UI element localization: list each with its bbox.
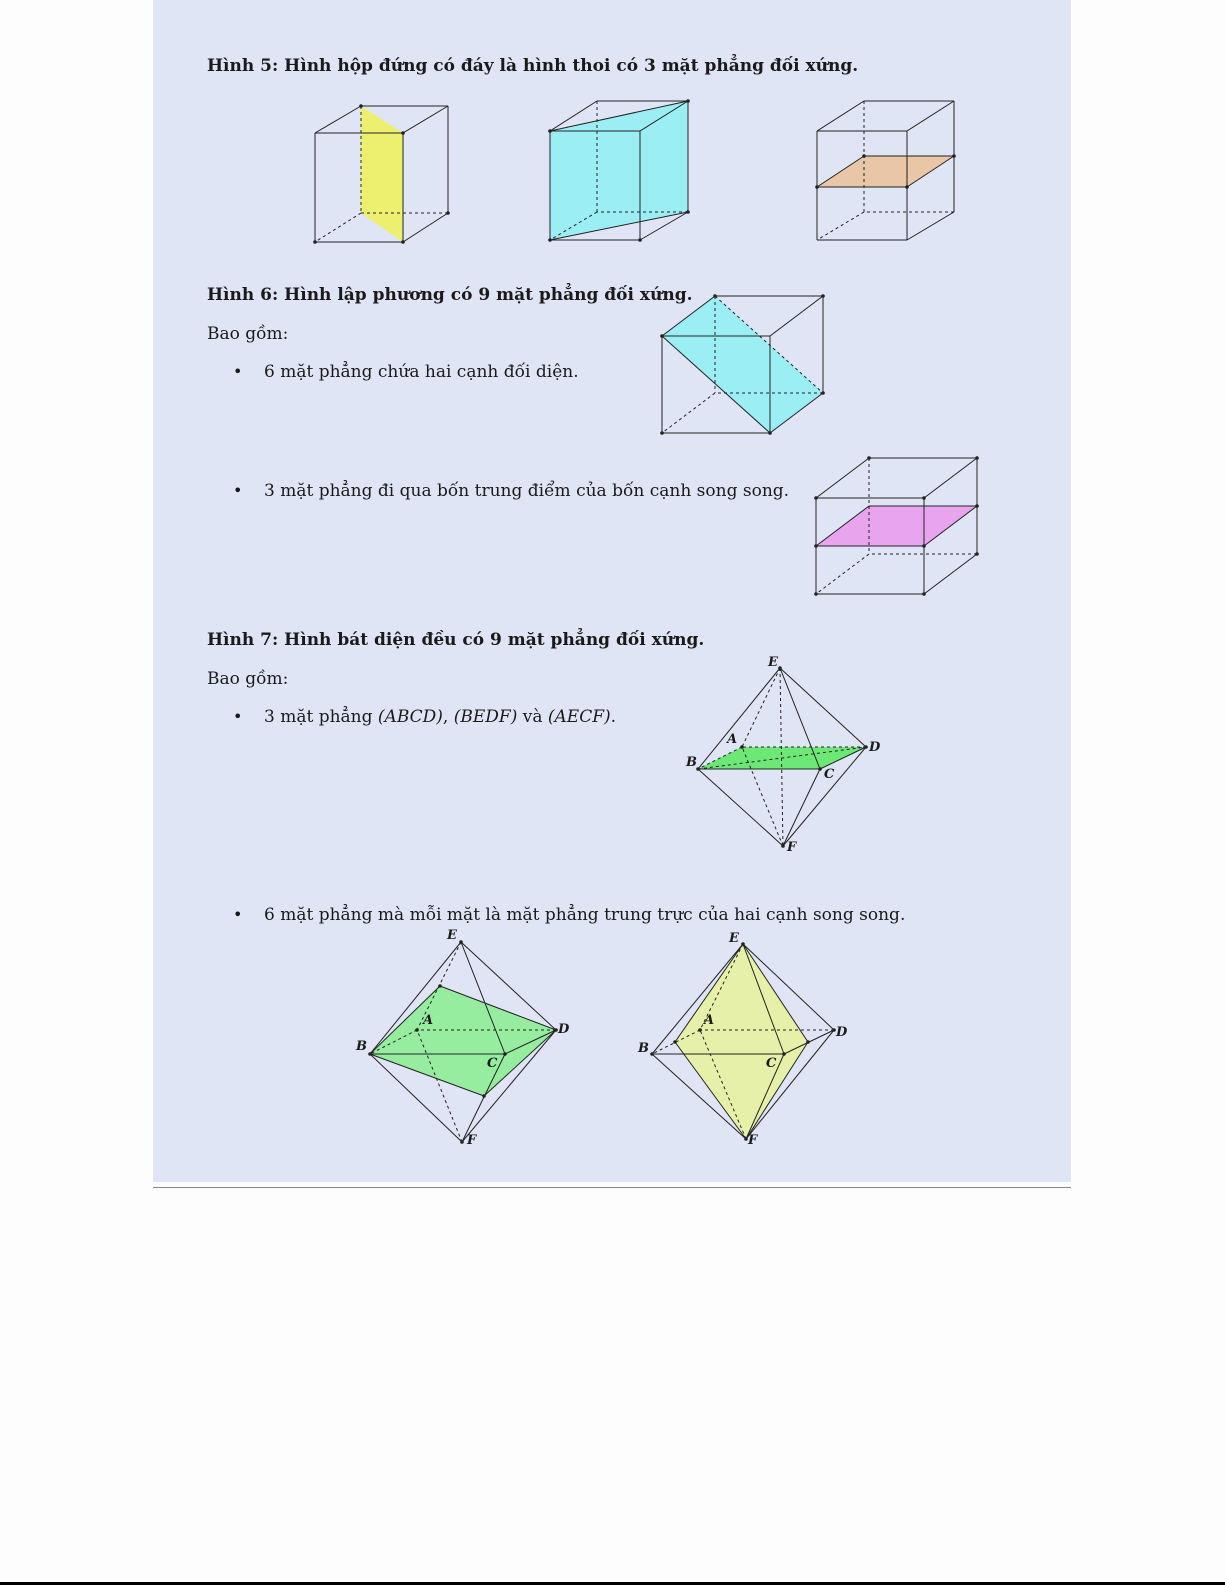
period: .	[610, 707, 617, 727]
vertex-label-f: F	[748, 1133, 758, 1148]
and-word: và	[522, 707, 543, 727]
vertex-label-f: F	[467, 1133, 477, 1148]
bullet-icon: •	[233, 905, 243, 924]
bullet-prefix: 3 mặt phẳng	[264, 707, 373, 727]
vertex-label-a: A	[727, 732, 738, 747]
vertex-label-d: D	[558, 1022, 570, 1037]
bullet-icon: •	[233, 362, 243, 381]
vertex-label-c: C	[487, 1056, 498, 1071]
heading-hinh-5: Hình 5: Hình hộp đứng có đáy là hình thoi có 3 mặt phẳng đối xứng.	[207, 56, 859, 76]
vertex-label-e: E	[729, 931, 739, 946]
vertex-label-a: A	[704, 1013, 715, 1028]
vertex-label-f: F	[787, 840, 797, 855]
heading-hinh-7: Hình 7: Hình bát diện đều có 9 mặt phẳng đối xứng.	[207, 630, 705, 650]
comma: ,	[442, 707, 449, 727]
bullet-3-planes: 3 mặt phẳng đi qua bốn trung điểm của bốn cạnh song song.	[264, 481, 790, 501]
vertex-label-b: B	[638, 1041, 649, 1056]
vertex-label-c: C	[824, 767, 835, 782]
bullet-icon: •	[233, 707, 243, 726]
plane-abcd: (ABCD)	[377, 707, 443, 727]
vertex-label-c: C	[766, 1056, 777, 1071]
vertex-label-a: A	[423, 1013, 434, 1028]
bullet-6-planes: 6 mặt phẳng chứa hai cạnh đối diện.	[264, 362, 579, 382]
bullet-6-planes-octahedron: 6 mặt phẳng mà mỗi mặt là mặt phẳng trung trực của hai cạnh song song.	[264, 905, 906, 925]
intro-bao-gom-7: Bao gồm:	[207, 669, 289, 689]
heading-hinh-6: Hình 6: Hình lập phương có 9 mặt phẳng đối xứng.	[207, 285, 693, 305]
vertex-label-e: E	[768, 655, 778, 670]
vertex-label-e: E	[447, 928, 457, 943]
vertex-label-d: D	[869, 740, 881, 755]
vertex-label-b: B	[356, 1039, 367, 1054]
vertex-label-b: B	[686, 755, 697, 770]
vertex-label-d: D	[836, 1025, 848, 1040]
intro-bao-gom-6: Bao gồm:	[207, 324, 289, 344]
bullet-icon: •	[233, 481, 243, 500]
plane-aecf: (AECF)	[547, 707, 611, 727]
plane-bedf: (BEDF)	[453, 707, 518, 727]
